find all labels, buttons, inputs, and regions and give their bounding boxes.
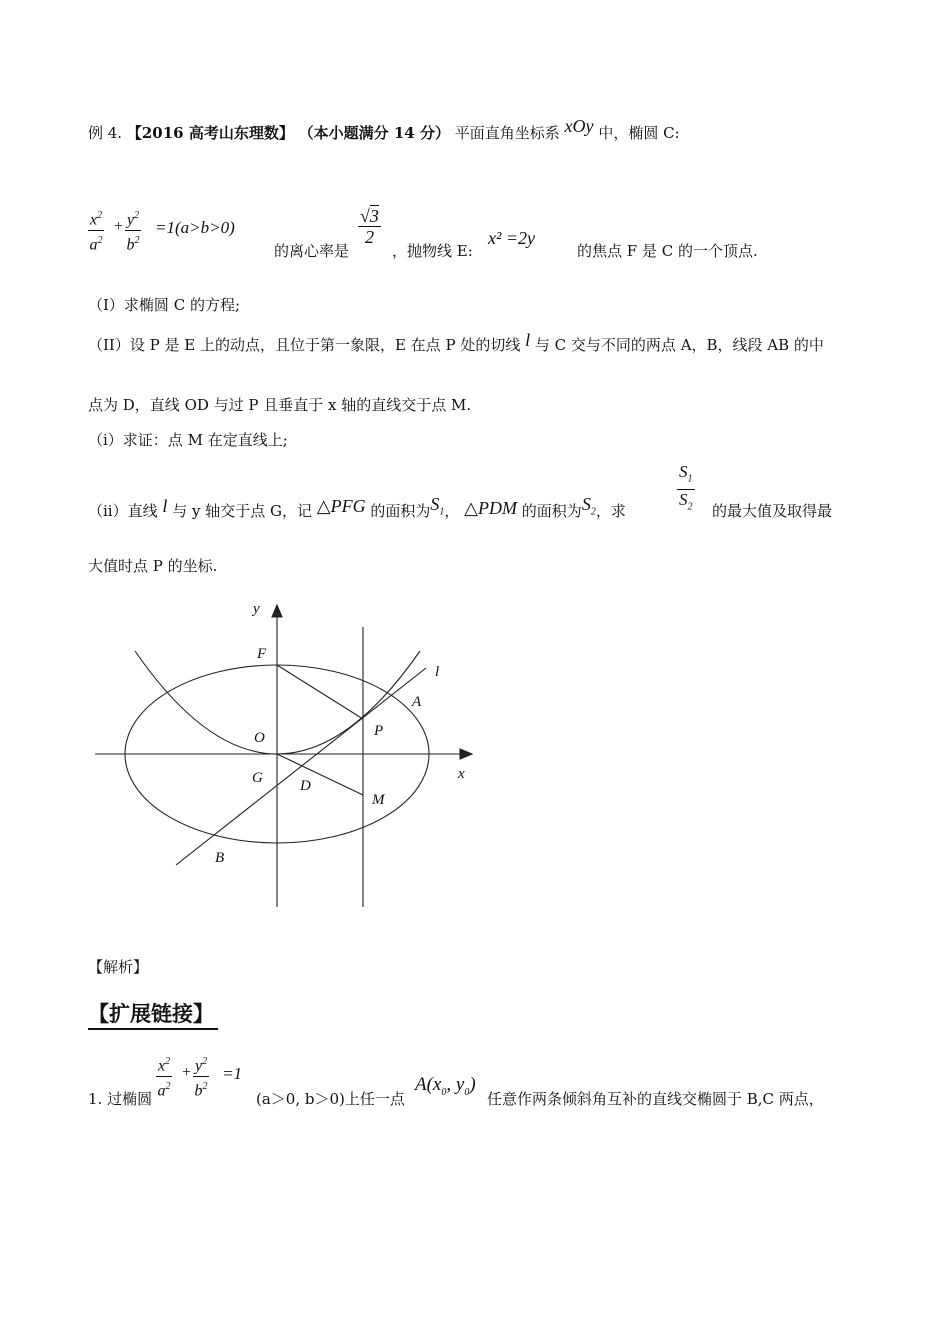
ellipse-frac-x: $\frac{x^2}{a^2}$ (88, 206, 104, 256)
example-text1: 平面直角坐标系 (454, 124, 560, 142)
parabola-equation: x² =2y (488, 228, 536, 248)
ellipse-frac-y: $\frac{y^2}{b^2}$ (125, 206, 141, 256)
label-p: P (374, 723, 384, 739)
extension-item-start: 1. 过椭圆 (88, 1090, 153, 1108)
part-ii-ii-line1: （ii）直线 l 与 y 轴交于点 G，记 △PFG 的面积为$S_1$， △PDM 的面积为$S_2$，求 (88, 494, 626, 520)
ext-frac-y: $\frac{y^2}{b^2}$ (193, 1052, 209, 1102)
label-d: D (300, 778, 311, 794)
label-b: B (215, 850, 225, 866)
part-ii-ii-line2: 大值时点 P 的坐标. (88, 557, 218, 575)
ecc-text: 的离心率是 (274, 242, 350, 260)
ecc-frac: $\frac{√3}{2}$ (360, 206, 379, 247)
label-y: y (253, 601, 260, 617)
example-prefix: 例 4. (88, 124, 123, 142)
part-ii-i: （i）求证：点 M 在定直线上; (88, 431, 288, 449)
extension-title: 【扩展链接】 (88, 998, 218, 1030)
label-f: F (257, 646, 267, 662)
part-ii-line2: 点为 D，直线 OD 与过 P 且垂直于 x 轴的直线交于点 M. (88, 396, 472, 414)
part-i: （I）求椭圆 C 的方程; (88, 296, 240, 314)
label-g: G (252, 770, 263, 786)
line-od (277, 754, 363, 795)
segment-fp (277, 665, 363, 719)
label-m: M (372, 792, 385, 808)
geometry-figure (90, 595, 490, 915)
example-header (88, 116, 680, 143)
label-o: O (254, 730, 265, 746)
label-a: A (412, 694, 422, 710)
example-text2: 中，椭圆 C: (598, 124, 680, 142)
part-ii-line1: （II）设 P 是 E 上的动点，且位于第一象限，E 在点 P 处的切线 l 与 C 交与不同的两点 A，B，线段 AB 的中 (88, 330, 824, 354)
focus-text: 的焦点 F 是 C 的一个顶点. (577, 242, 758, 260)
part-ii-ii-tail: 的最大值及取得最 (712, 502, 833, 520)
ext-point-a: $A(x_0$, $y_0$) (415, 1074, 476, 1098)
ext-condition: (a＞0, b＞0)上任一点 (256, 1090, 405, 1108)
x-axis-arrow (460, 749, 472, 759)
analysis-label: 【解析】 (88, 958, 149, 976)
example-score: （本小题满分 14 分） (298, 124, 450, 142)
y-axis-arrow (272, 605, 282, 617)
ext-eq-tail: =1 (222, 1064, 242, 1083)
ext-frac-x: $\frac{x^2}{a^2}$ (156, 1052, 172, 1102)
ratio-frac: $\frac{S_1}{S_2}$ (679, 462, 693, 513)
example-source: 【2016 高考山东理数】 (126, 124, 294, 142)
label-l: l (435, 664, 440, 680)
ellipse-equation: =1(a>b>0) (155, 218, 235, 237)
ext-text2: 任意作两条倾斜角互补的直线交椭圆于 B,C 两点， (487, 1090, 824, 1108)
parabola-text: ，抛物线 E: (392, 242, 473, 260)
tangent-line-l (176, 668, 426, 865)
xoy-symbol: xOy (564, 116, 594, 136)
label-x: x (458, 766, 465, 782)
